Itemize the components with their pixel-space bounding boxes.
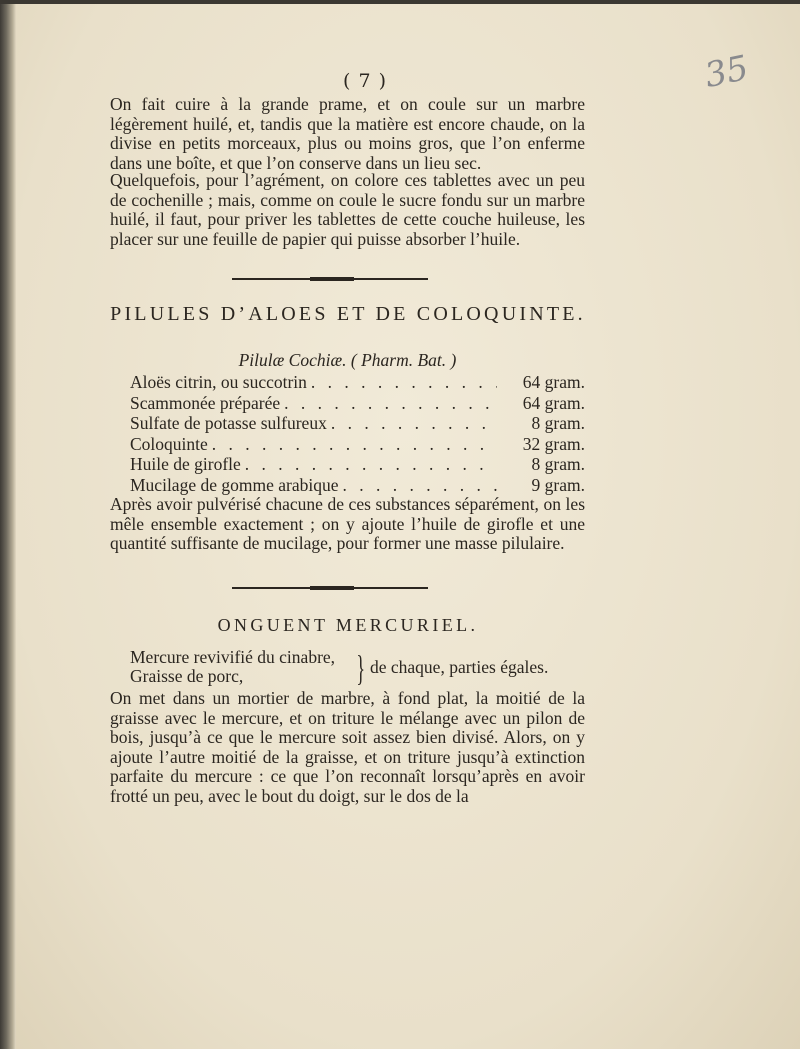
leader-dots [307,372,497,393]
paragraph-2: Quelquefois, pour l’agrément, on colore ces tablettes avec un peu de cochenille ; mais, comme on coule le sucre fondu sur un marbre huilé, il faut, pour priver les tablettes de cette couche huileuse, les placer sur une feuille de papier qui puisse absorber l’huile. [110,170,585,249]
ingredient-name: Scammonée préparée [130,392,281,413]
paragraph-pilules-method: Après avoir pulvérisé chacune de ces substances séparément, on les mêle ensemble exactement ; on y ajoute l’huile de girofle et une quantité suffisante de mucilage, pour former une masse pilulaire. [110,494,585,554]
handwritten-folio-number: 35 [701,47,752,97]
ingredient-quantity: 64 gram. [522,392,585,413]
leader-dots [338,475,497,496]
ingredient-quantity: 8 gram. [531,454,585,474]
onguent-proportion: de chaque, parties égales. [370,657,549,677]
ingredient-row [130,475,585,496]
book-binding [0,0,16,1049]
section-divider-1 [232,278,428,280]
ingredient-quantity: 32 gram. [522,433,585,454]
section-subtitle-latin: Pilulæ Cochiæ. ( Pharm. Bat. ) [238,350,457,370]
ingredient-name: Huile de girofle [130,454,241,474]
ingredient-list [130,372,585,495]
ingredient-row [130,372,585,393]
section-title-pilules: PILULES D’ALOES ET DE COLOQUINTE. [110,303,586,325]
ingredient-name: Sulfate de potasse sulfureux [130,413,327,433]
ingredient-name: Aloës citrin, ou succotrin [130,372,307,392]
onguent-ingredient: Mercure revivifié du cinabre, [130,647,336,667]
onguent-ingredient: Graisse de porc, [130,666,244,686]
page-top-edge [0,0,800,4]
ingredient-row [130,413,585,434]
ingredient-row [130,434,585,455]
ingredient-quantity: 8 gram. [531,413,585,433]
ingredient-row [130,393,585,414]
ingredient-row [130,454,585,475]
leader-dots [241,454,497,475]
onguent-ingredient-list [130,648,335,686]
ingredient-name: Mucilage de gomme arabique [130,474,339,495]
paragraph-1: On fait cuire à la grande prame, et on coule sur un marbre légèrement huilé, et, tandis que la matière est encore chaude, on la divise en petits morceaux, plus ou moins gros, que l’on enferme dans une boîte, et que l’on conserve dans un lieu sec. [110,94,585,173]
ingredient-quantity: 9 gram. [531,474,585,495]
brace-symbol: } [356,648,365,688]
paragraph-onguent-method: On met dans un mortier de marbre, à fond plat, la moitié de la graisse avec le mercure, et on triture le mélange avec un pilon de bois, jusqu’à ce que le mercure soit assez bien divisé. Alors, on y ajoute l’autre moitié de la graisse, et on triture jusqu’à extinction parfaite du mercure : ce que l’on reconnaît lorsqu’après en avoir frotté un peu, avec le bout du doigt, sur le dos de la [110,688,585,806]
leader-dots [208,434,497,455]
page-number: ( 7 ) [343,70,387,92]
leader-dots [327,413,497,434]
section-title-onguent: ONGUENT MERCURIEL. [217,615,479,635]
onguent-ingredients [130,648,585,692]
section-divider-2 [232,587,428,589]
ingredient-name: Coloquinte [130,433,208,454]
ingredient-quantity: 64 gram. [522,372,585,392]
leader-dots [280,393,497,414]
